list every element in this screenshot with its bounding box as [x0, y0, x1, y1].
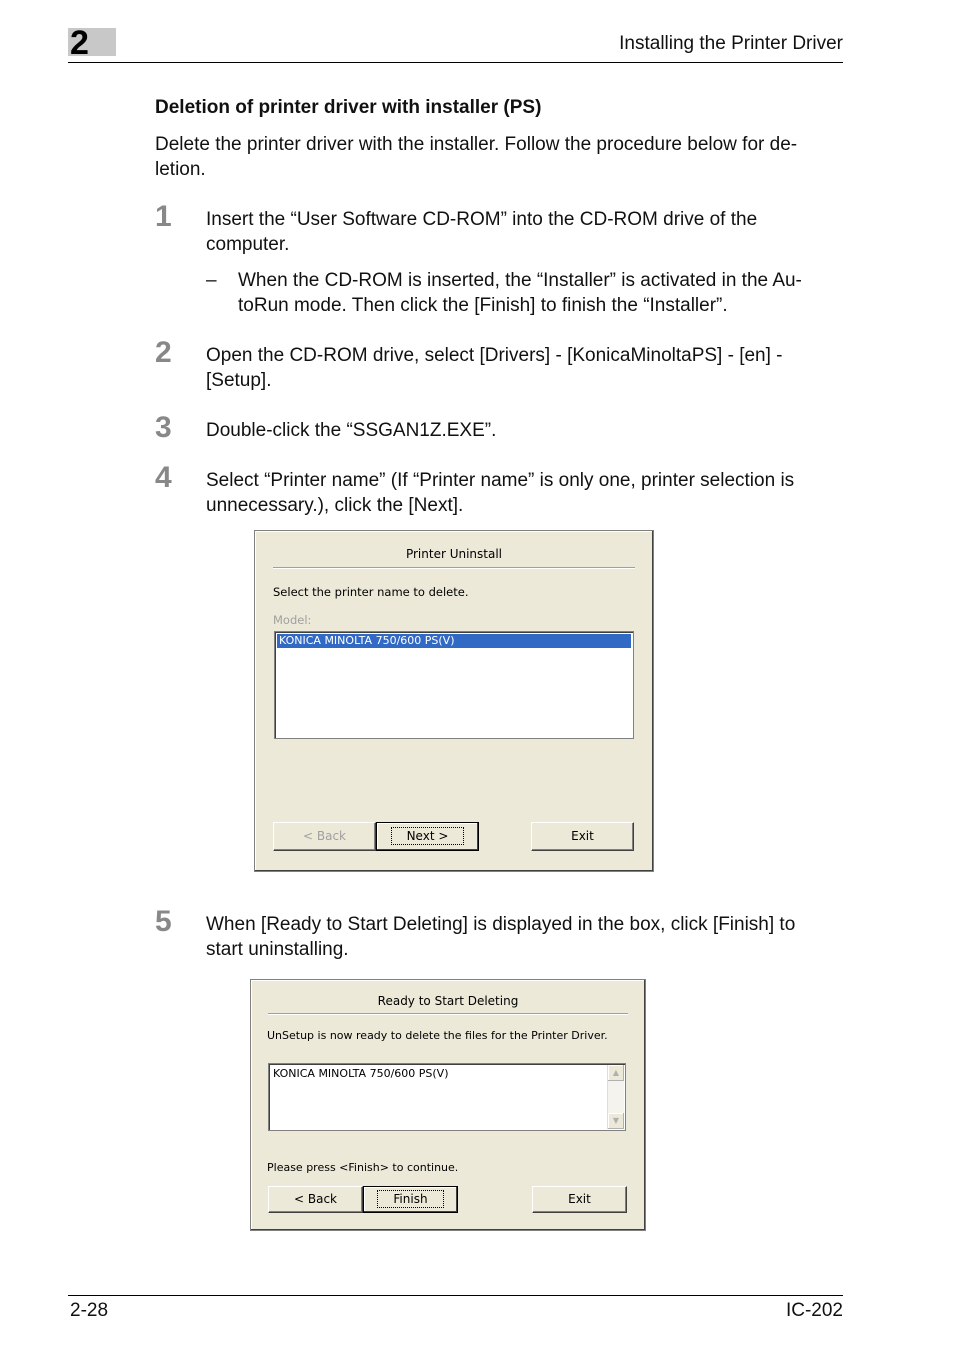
footer-divider [68, 1295, 843, 1296]
step-line: computer. [206, 234, 290, 255]
back-button-label: < Back [293, 1192, 337, 1206]
continue-prompt: Please press <Finish> to continue. [267, 1161, 459, 1174]
dialog-message: UnSetup is now ready to delete the files for the Printer Driver. [267, 1029, 608, 1042]
back-button[interactable] [273, 822, 376, 851]
step-text [206, 418, 846, 443]
finish-button-label: Finish [379, 1192, 441, 1206]
scroll-up-icon[interactable]: ▲ [608, 1065, 624, 1081]
model-label: Model: [273, 613, 312, 627]
ready-to-delete-dialog [250, 979, 646, 1231]
sub-step-line: toRun mode. Then click the [Finish] to finish the “Installer”. [238, 295, 728, 316]
step-text [206, 207, 846, 257]
step-line: Insert the “User Software CD-ROM” into the CD-ROM drive of the [206, 209, 758, 230]
step-line: start uninstalling. [206, 939, 349, 960]
step-text [206, 912, 846, 962]
step-line: Open the CD-ROM drive, select [Drivers] - [KonicaMinoltaPS] - [en] - [206, 345, 783, 366]
scroll-down-icon[interactable]: ▼ [608, 1113, 624, 1129]
exit-button-label: Exit [571, 829, 594, 843]
dialog-divider [273, 567, 635, 569]
exit-button[interactable] [532, 1186, 627, 1213]
summary-textbox[interactable] [268, 1063, 626, 1131]
model-listbox[interactable] [274, 631, 634, 739]
header-title: Installing the Printer Driver [619, 33, 843, 54]
step-line: unnecessary.), click the [Next]. [206, 495, 464, 516]
sub-step-text [238, 268, 846, 318]
step-number: 4 [155, 461, 172, 494]
dialog-title: Ready to Start Deleting [377, 994, 519, 1008]
section-title: Deletion of printer driver with installer (PS) [155, 97, 542, 118]
intro-line: Delete the printer driver with the installer. Follow the procedure below for de- [155, 134, 798, 155]
bullet-dash: – [206, 270, 217, 291]
step-line: Double-click the “SSGAN1Z.EXE”. [206, 420, 497, 441]
finish-button[interactable] [363, 1186, 458, 1213]
sub-step-line: When the CD-ROM is inserted, the “Installer” is activated in the Au- [238, 270, 802, 291]
next-button-label: Next > [393, 829, 463, 843]
step-number: 1 [155, 200, 172, 233]
back-button-label: < Back [302, 829, 346, 843]
product-name: IC-202 [785, 1300, 843, 1321]
step-line: [Setup]. [206, 370, 272, 391]
step-line: When [Ready to Start Deleting] is displayed in the box, click [Finish] to [206, 914, 796, 935]
back-button[interactable] [268, 1186, 363, 1213]
chapter-number: 2 [70, 24, 89, 62]
step-text [206, 468, 846, 518]
vertical-scrollbar[interactable] [607, 1065, 624, 1129]
list-item[interactable]: KONICA MINOLTA 750/600 PS(V) [277, 634, 631, 648]
exit-button-label: Exit [568, 1192, 591, 1206]
dialog-divider [268, 1013, 628, 1015]
step-number: 5 [155, 905, 172, 938]
step-line: Select “Printer name” (If “Printer name” is only one, printer selection is [206, 470, 795, 491]
exit-button[interactable] [531, 822, 634, 851]
step-number: 2 [155, 336, 172, 369]
next-button[interactable] [376, 822, 479, 851]
intro-line: letion. [155, 159, 206, 180]
step-number: 3 [155, 411, 172, 444]
step-text [206, 343, 846, 393]
dialog-instruction: Select the printer name to delete. [273, 585, 469, 599]
page-number: 2-28 [70, 1300, 109, 1321]
header-divider [68, 62, 843, 63]
summary-text: KONICA MINOLTA 750/600 PS(V) [273, 1067, 449, 1080]
intro-paragraph [155, 132, 845, 182]
dialog-title: Printer Uninstall [405, 547, 503, 561]
printer-uninstall-dialog [254, 530, 654, 872]
